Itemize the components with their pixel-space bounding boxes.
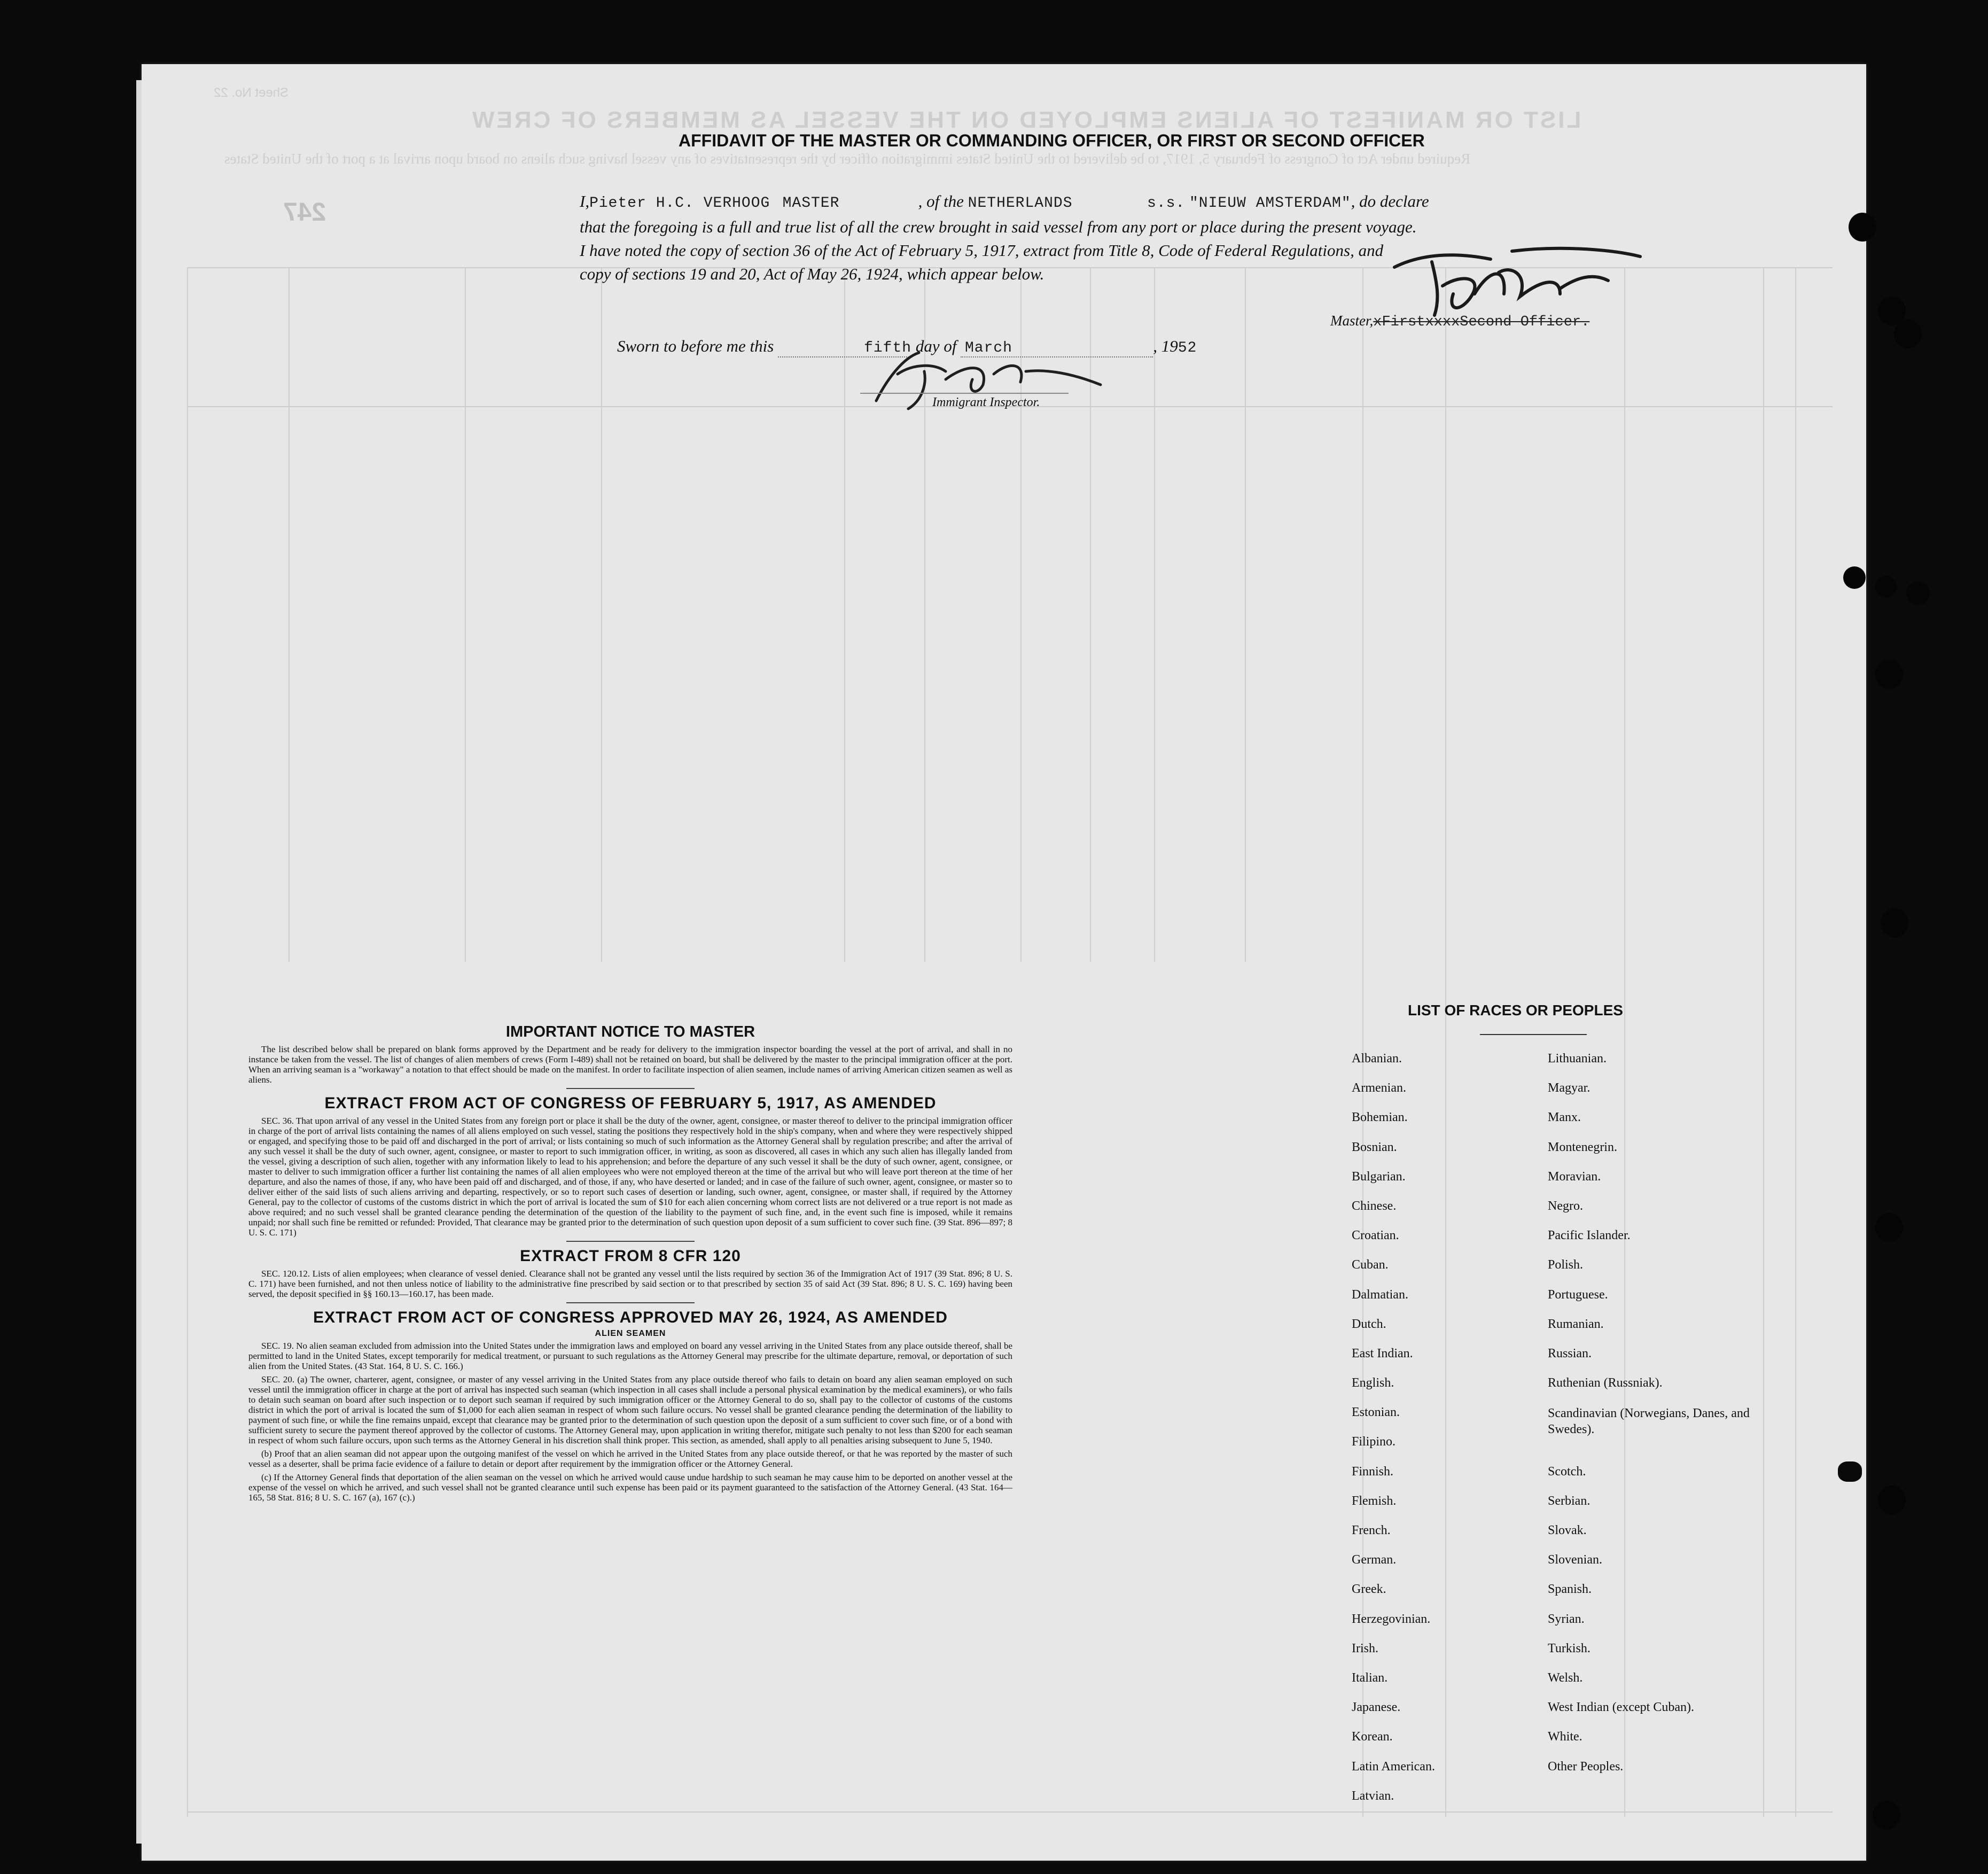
extract-1917-divider	[566, 1241, 695, 1242]
extract-1917-heading: EXTRACT FROM ACT OF CONGRESS OF FEBRUARY 5, 1917, AS AMENDED	[324, 1094, 937, 1112]
binding-hole	[1875, 576, 1897, 597]
list-item: Ruthenian (Russniak).	[1548, 1376, 1663, 1390]
officer-rank: MASTER	[782, 195, 840, 212]
ghost-column-line	[289, 267, 290, 962]
list-item: Lithuanian.	[1548, 1052, 1607, 1066]
ghost-column-line	[844, 267, 845, 962]
ghost-column-line	[1445, 267, 1446, 1817]
list-item: Montenegrin.	[1548, 1140, 1617, 1154]
list-item: Dutch.	[1352, 1317, 1386, 1331]
list-item: Portuguese.	[1548, 1287, 1608, 1302]
extract-cfr-divider	[566, 1302, 695, 1303]
ghost-column-line	[1154, 267, 1155, 962]
list-item: Italian.	[1352, 1670, 1388, 1685]
list-item: Herzegovinian.	[1352, 1612, 1431, 1626]
list-item: Serbian.	[1548, 1494, 1591, 1508]
notice-heading: IMPORTANT NOTICE TO MASTER	[505, 1023, 755, 1040]
list-item: Finnish.	[1352, 1464, 1394, 1479]
list-item: Flemish.	[1352, 1494, 1397, 1508]
binding-hole	[1873, 1801, 1900, 1830]
list-item: East Indian.	[1352, 1346, 1413, 1360]
binding-hole	[1894, 320, 1922, 348]
list-item: Other Peoples.	[1548, 1759, 1624, 1774]
list-item: Estonian.	[1352, 1405, 1400, 1420]
notice-block	[248, 1023, 1012, 1506]
ghost-column-line	[601, 267, 602, 962]
sworn-month: March	[964, 340, 1012, 356]
list-item: Bosnian.	[1352, 1140, 1397, 1154]
list-item: Cuban.	[1352, 1258, 1389, 1272]
extract-1924-heading: EXTRACT FROM ACT OF CONGRESS APPROVED MAY 26, 1924, AS AMENDED	[313, 1309, 948, 1326]
of-the-text: , of the	[918, 192, 964, 211]
extract-cfr-heading: EXTRACT FROM 8 CFR 120	[520, 1247, 741, 1265]
sworn-day: fifth	[864, 340, 912, 356]
extract-1924-sec-19: SEC. 19. No alien seaman excluded from admission into the United States under the immigration laws and employed on board any vessel arriving in the United States from any place outside thereof, shall be permitted to land in the United States, except temporarily for medical treatment, or pursuant to such regulations as the Attorney General may prescribe for the ultimate departure, removal, or deportation of such alien from the United States. (43 Stat. 164, 8 U. S. C. 166.)	[248, 1341, 1012, 1371]
list-item: Pacific Islander.	[1548, 1228, 1631, 1243]
ghost-column-line	[1795, 267, 1796, 1817]
reverse-required-note: Required under Act of Congress of February 5, 1917, to be delivered to the United States immigration officer by the representatives of any vessel having such aliens on board upon arrival at a port of the United States	[224, 151, 1471, 167]
list-item: Turkish.	[1548, 1641, 1591, 1655]
extract-cfr-body: SEC. 120.12. Lists of alien employees; when clearance of vessel denied. Clearance shall not be granted any vessel until the lists required by section 36 of the Immigration Act of 1917 (39 Stat. 896; 8 U. S. C. 171) have been furnished, and not then unless notice of liability to the administrative fine prescribed by said section or to that prescribed by section 35 of said Act (39 Stat. 896; 8 U. S. C. 169) having been served, the deposit specified in §§ 160.13—160.17, has been made.	[248, 1269, 1012, 1299]
ghost-column-line	[1245, 267, 1246, 962]
sworn-year: 52	[1178, 340, 1197, 356]
reverse-page-number: 247	[283, 198, 326, 227]
vessel-name: "NIEUW AMSTERDAM"	[1189, 195, 1351, 212]
struck-officer-title: xFirstxxxxSecond Officer.	[1373, 314, 1590, 330]
nationality: NETHERLANDS	[968, 195, 1073, 212]
list-item: Russian.	[1548, 1346, 1592, 1360]
binding-hole	[1843, 566, 1866, 589]
list-item: Dalmatian.	[1352, 1287, 1408, 1302]
affidavit-line-2: that the foregoing is a full and true list of all the crew brought in said vessel from any port or place during the present voyage.	[580, 217, 1417, 236]
list-item: Polish.	[1548, 1258, 1584, 1272]
races-list-left	[1352, 1052, 1435, 1818]
list-item: Bohemian.	[1352, 1110, 1408, 1125]
affidavit-line-3: I have noted the copy of section 36 of the Act of February 5, 1917, extract from Title 8, Code of Federal Regulations, and	[580, 241, 1384, 260]
extract-1917-body: SEC. 36. That upon arrival of any vessel in the United States from any foreign port or place it shall be the duty of the owner, agent, consignee, or master thereof to deliver to the principal immigration officer in charge of the port of arrival lists containing the names of all aliens employed on such vessel, stating the positions they respectively hold in the ship's company, when and where they were respectively shipped or engaged, and specifying those to be paid off and discharged in the port of arrival; or lists containing so much of such information as the Attorney General shall by regulation prescribe; and after the arrival of any such vessel it shall be the duty of such owner, agent, consignee, or master to report to such immigration officer, in writing, as soon as discovered, all cases in which any such alien has illegally landed from the vessel, giving a description of such alien, together with any information likely to lead to his apprehension; and before the departure of any such vessel it shall be the duty of such owner, agent, consignee, or master to deliver to such immigration officer a further list containing the names of all alien employees who were not employed thereon at the time of the arrival but who will leave port thereon at the time of her departure, and also the names of those, if any, who have been paid off and discharged, and of those, if any, who have deserted or landed; and in case of the failure of such owner, agent, consignee, or master so to deliver either of the said lists of such aliens arriving and departing, respectively, or so to report such cases of desertion or landing, such owner, agent, consignee, or master shall, if required by the Attorney General, pay to the collector of customs of the customs district in which the port of arrival is located the sum of $10 for each alien concerning whom correct lists are not delivered or a true report is not made as above required; and no such vessel shall be granted clearance pending the determination of the question of the liability to the payment of such fine, and, in the event such fine is imposed, while it remains unpaid; nor shall such fine be remitted or refunded: Provided, That clearance may be granted prior to the determination of such question upon deposit of a sum sufficient to cover such fine. (39 Stat. 896—897; 8 U. S. C. 171)	[248, 1116, 1012, 1238]
edge-tear	[1838, 1461, 1862, 1482]
list-item: Negro.	[1548, 1199, 1583, 1213]
list-item: Manx.	[1548, 1110, 1581, 1125]
ghost-column-line	[187, 267, 188, 1817]
extract-1924-sec-20b: (b) Proof that an alien seaman did not appear upon the outgoing manifest of the vessel on which he arrived in the United States from any place outside thereof, or that he was reported by the master of such vessel as a deserter, shall be prima facie evidence of a failure to detain or deport after requirement by the immigration officer or the Attorney General.	[248, 1449, 1012, 1469]
reverse-header: LIST OR MANIFEST OF ALIENS EMPLOYED ON THE VESSEL AS MEMBERS OF CREW	[470, 107, 1581, 133]
list-item: English.	[1352, 1376, 1394, 1390]
binding-hole	[1878, 1486, 1906, 1514]
list-item: Slovenian.	[1548, 1553, 1602, 1567]
affidavit-prefix: I,	[580, 192, 590, 211]
sworn-day-of: day of	[915, 337, 957, 355]
list-item: Scandinavian (Norwegians, Danes, and Swedes).	[1548, 1406, 1750, 1437]
races-heading: LIST OF RACES OR PEOPLES	[1408, 1002, 1623, 1018]
list-item: Syrian.	[1548, 1612, 1585, 1626]
list-item: Irish.	[1352, 1641, 1378, 1655]
notice-divider	[566, 1088, 695, 1089]
list-item: Croatian.	[1352, 1228, 1399, 1243]
list-item: Latin American.	[1352, 1759, 1435, 1774]
reverse-sheet-number: Sheet No. 22	[214, 85, 289, 100]
inspector-label: Immigrant Inspector.	[932, 395, 1040, 409]
extract-1924-sec-20c: (c) If the Attorney General finds that deportation of the alien seaman on the vessel on which he arrived would cause undue hardship to such seaman he may cause him to be deported on another vessel at the expense of the vessel on which he arrived, and such vessel shall not be granted clearance until such expense has been paid or its payment guaranteed to the satisfaction of the Attorney General. (43 Stat. 164—165, 58 Stat. 816; 8 U. S. C. 167 (a), 167 (c).)	[248, 1472, 1012, 1503]
list-item: White.	[1548, 1730, 1582, 1744]
binding-hole	[1849, 213, 1876, 242]
extract-1924-subheading: ALIEN SEAMEN	[595, 1329, 666, 1338]
list-item: Albanian.	[1352, 1052, 1402, 1066]
list-item: Slovak.	[1548, 1523, 1587, 1538]
list-item: German.	[1352, 1553, 1397, 1567]
list-item: Welsh.	[1548, 1670, 1583, 1685]
list-item: Bulgarian.	[1352, 1169, 1406, 1184]
ghost-footer-rule	[187, 1811, 1833, 1813]
list-item: Latvian.	[1352, 1789, 1394, 1803]
list-item: Greek.	[1352, 1582, 1386, 1597]
list-item: Rumanian.	[1548, 1317, 1604, 1331]
list-item: Chinese.	[1352, 1199, 1397, 1213]
binding-hole	[1906, 581, 1930, 605]
affidavit-line-4: copy of sections 19 and 20, Act of May 26, 1924, which appear below.	[580, 265, 1044, 283]
list-item: Korean.	[1352, 1730, 1393, 1744]
master-name: Pieter H.C. VERHOOG	[589, 195, 770, 212]
list-item: French.	[1352, 1523, 1391, 1537]
list-item: Moravian.	[1548, 1169, 1601, 1184]
inspector-signature-line	[860, 393, 1069, 394]
list-item: Japanese.	[1352, 1700, 1401, 1715]
list-item: Filipino.	[1352, 1435, 1396, 1449]
list-item: Magyar.	[1548, 1081, 1591, 1095]
sworn-prefix: Sworn to before me this	[617, 337, 774, 355]
notice-body: The list described below shall be prepared on blank forms approved by the Department and be ready for delivery to the immigration inspector boarding the vessel at the port of arrival, and shall in no instance be taken from the vessel. The list of changes of alien members of crews (Form I-489) shall not be retained on board, but shall be delivered by the master to the principal immigration officer at the port. When an arriving seaman is a "workaway" a notation to that effect should be made on the manifest. In order to facilitate inspection of alien seamen, include names of arriving American citizen seamen as well as aliens.	[248, 1044, 1012, 1085]
affidavit-title: AFFIDAVIT OF THE MASTER OR COMMANDING OFFICER, OR FIRST OR SECOND OFFICER	[679, 131, 1425, 150]
sworn-year-prefix: , 19	[1153, 337, 1178, 355]
master-label: Master,	[1330, 313, 1374, 329]
binding-hole	[1875, 660, 1903, 689]
vessel-prefix: s.s.	[1147, 195, 1186, 212]
declare-text: , do declare	[1351, 192, 1429, 211]
races-divider	[1480, 1034, 1587, 1035]
affidavit-line-1	[580, 190, 1595, 215]
binding-hole	[1881, 908, 1908, 937]
binding-hole	[1875, 1213, 1903, 1242]
list-item: Spanish.	[1548, 1582, 1592, 1597]
master-title-line	[1330, 313, 1589, 330]
list-item: Scotch.	[1548, 1464, 1586, 1479]
ghost-column-line	[465, 267, 466, 962]
races-list-right	[1548, 1052, 1777, 1789]
extract-1924-sec-20a: SEC. 20. (a) The owner, charterer, agent, consignee, or master of any vessel arriving in the United States from any place outside thereof who fails to detain on board any alien seaman employed on such vessel until the immigration officer in charge at the port of arrival has inspected such seaman (which inspection in all cases shall include a personal physical examination by the medical examiners), or who fails to detain such seaman on board after such inspection or to deport such seaman if required by such immigration officer or the Attorney General to do so, shall pay to the collector of customs of the customs district in which the port of arrival is located the sum of $1,000 for each alien seaman in respect of whom such failure occurs. No vessel shall be granted clearance pending the determination of the liability to payment of such fine, or while the fine remains unpaid, except that clearance may be granted prior to the determination of such question upon the deposit of a sum sufficient to cover such fine, or of a bond with sufficient surety to secure the payment thereof approved by the collector of customs. The Attorney General may, upon application in writing therefor, mitigate such penalty to not less than $200 for each seaman in respect of whom such failure occurs, upon such terms as the Attorney General in his discretion shall think proper. This section, as amended, shall apply to all penalties arising subsequent to June 5, 1940.	[248, 1374, 1012, 1445]
list-item: Armenian.	[1352, 1081, 1406, 1095]
list-item: West Indian (except Cuban).	[1548, 1700, 1694, 1715]
